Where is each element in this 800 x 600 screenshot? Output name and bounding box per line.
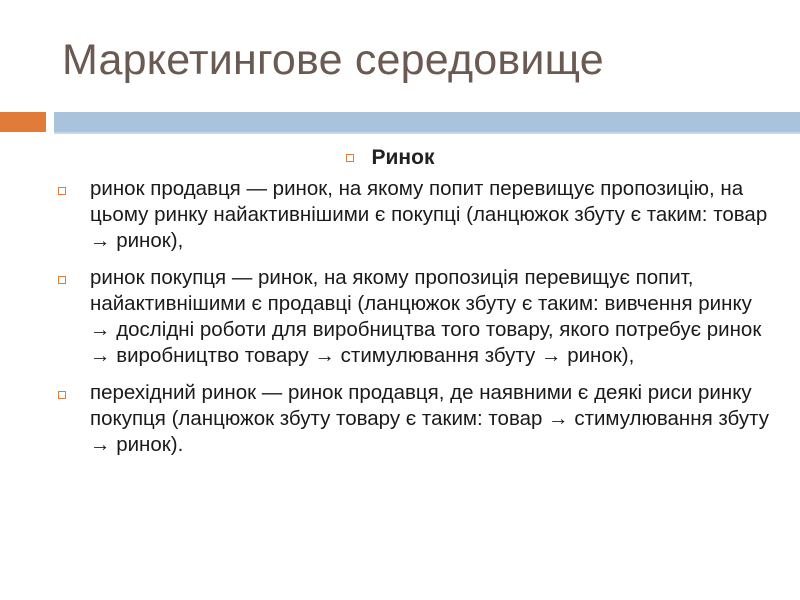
list-item-text: ринок продавця — ринок, на якому попит перевищує пропозицію, на цьому ринку найактивнішими є покупці (ланцюжок збуту є таким: товар → ринок), bbox=[90, 177, 768, 252]
square-bullet-icon bbox=[346, 154, 354, 162]
list-item-text: ринок покупця — ринок, на якому пропозиція перевищує попит, найактивнішими є продавці (ланцюжок збуту є таким: вивчення ринку → дослідні роботи для виробництва того товару, якого потребує ринок → виробництво товару → стимулювання збуту → ринок), bbox=[90, 266, 762, 367]
list-item bbox=[58, 265, 778, 369]
square-bullet-icon bbox=[58, 187, 66, 195]
title-divider-line bbox=[54, 132, 800, 134]
bullet-list bbox=[58, 176, 778, 469]
list-item-text: перехідний ринок — ринок продавця, де наявними є деякі риси ринку покупця (ланцюжок збуту товару є таким: товар → стимулювання збуту → ринок). bbox=[90, 381, 769, 456]
heading-row bbox=[0, 146, 800, 170]
section-heading: Ринок bbox=[371, 146, 435, 169]
title-divider-bar bbox=[54, 112, 800, 132]
title-accent-bar bbox=[0, 112, 46, 132]
square-bullet-icon bbox=[58, 391, 66, 399]
list-item bbox=[58, 380, 778, 458]
slide-title: Маркетингове середовище bbox=[62, 36, 604, 84]
list-item bbox=[58, 176, 778, 254]
square-bullet-icon bbox=[58, 276, 66, 284]
